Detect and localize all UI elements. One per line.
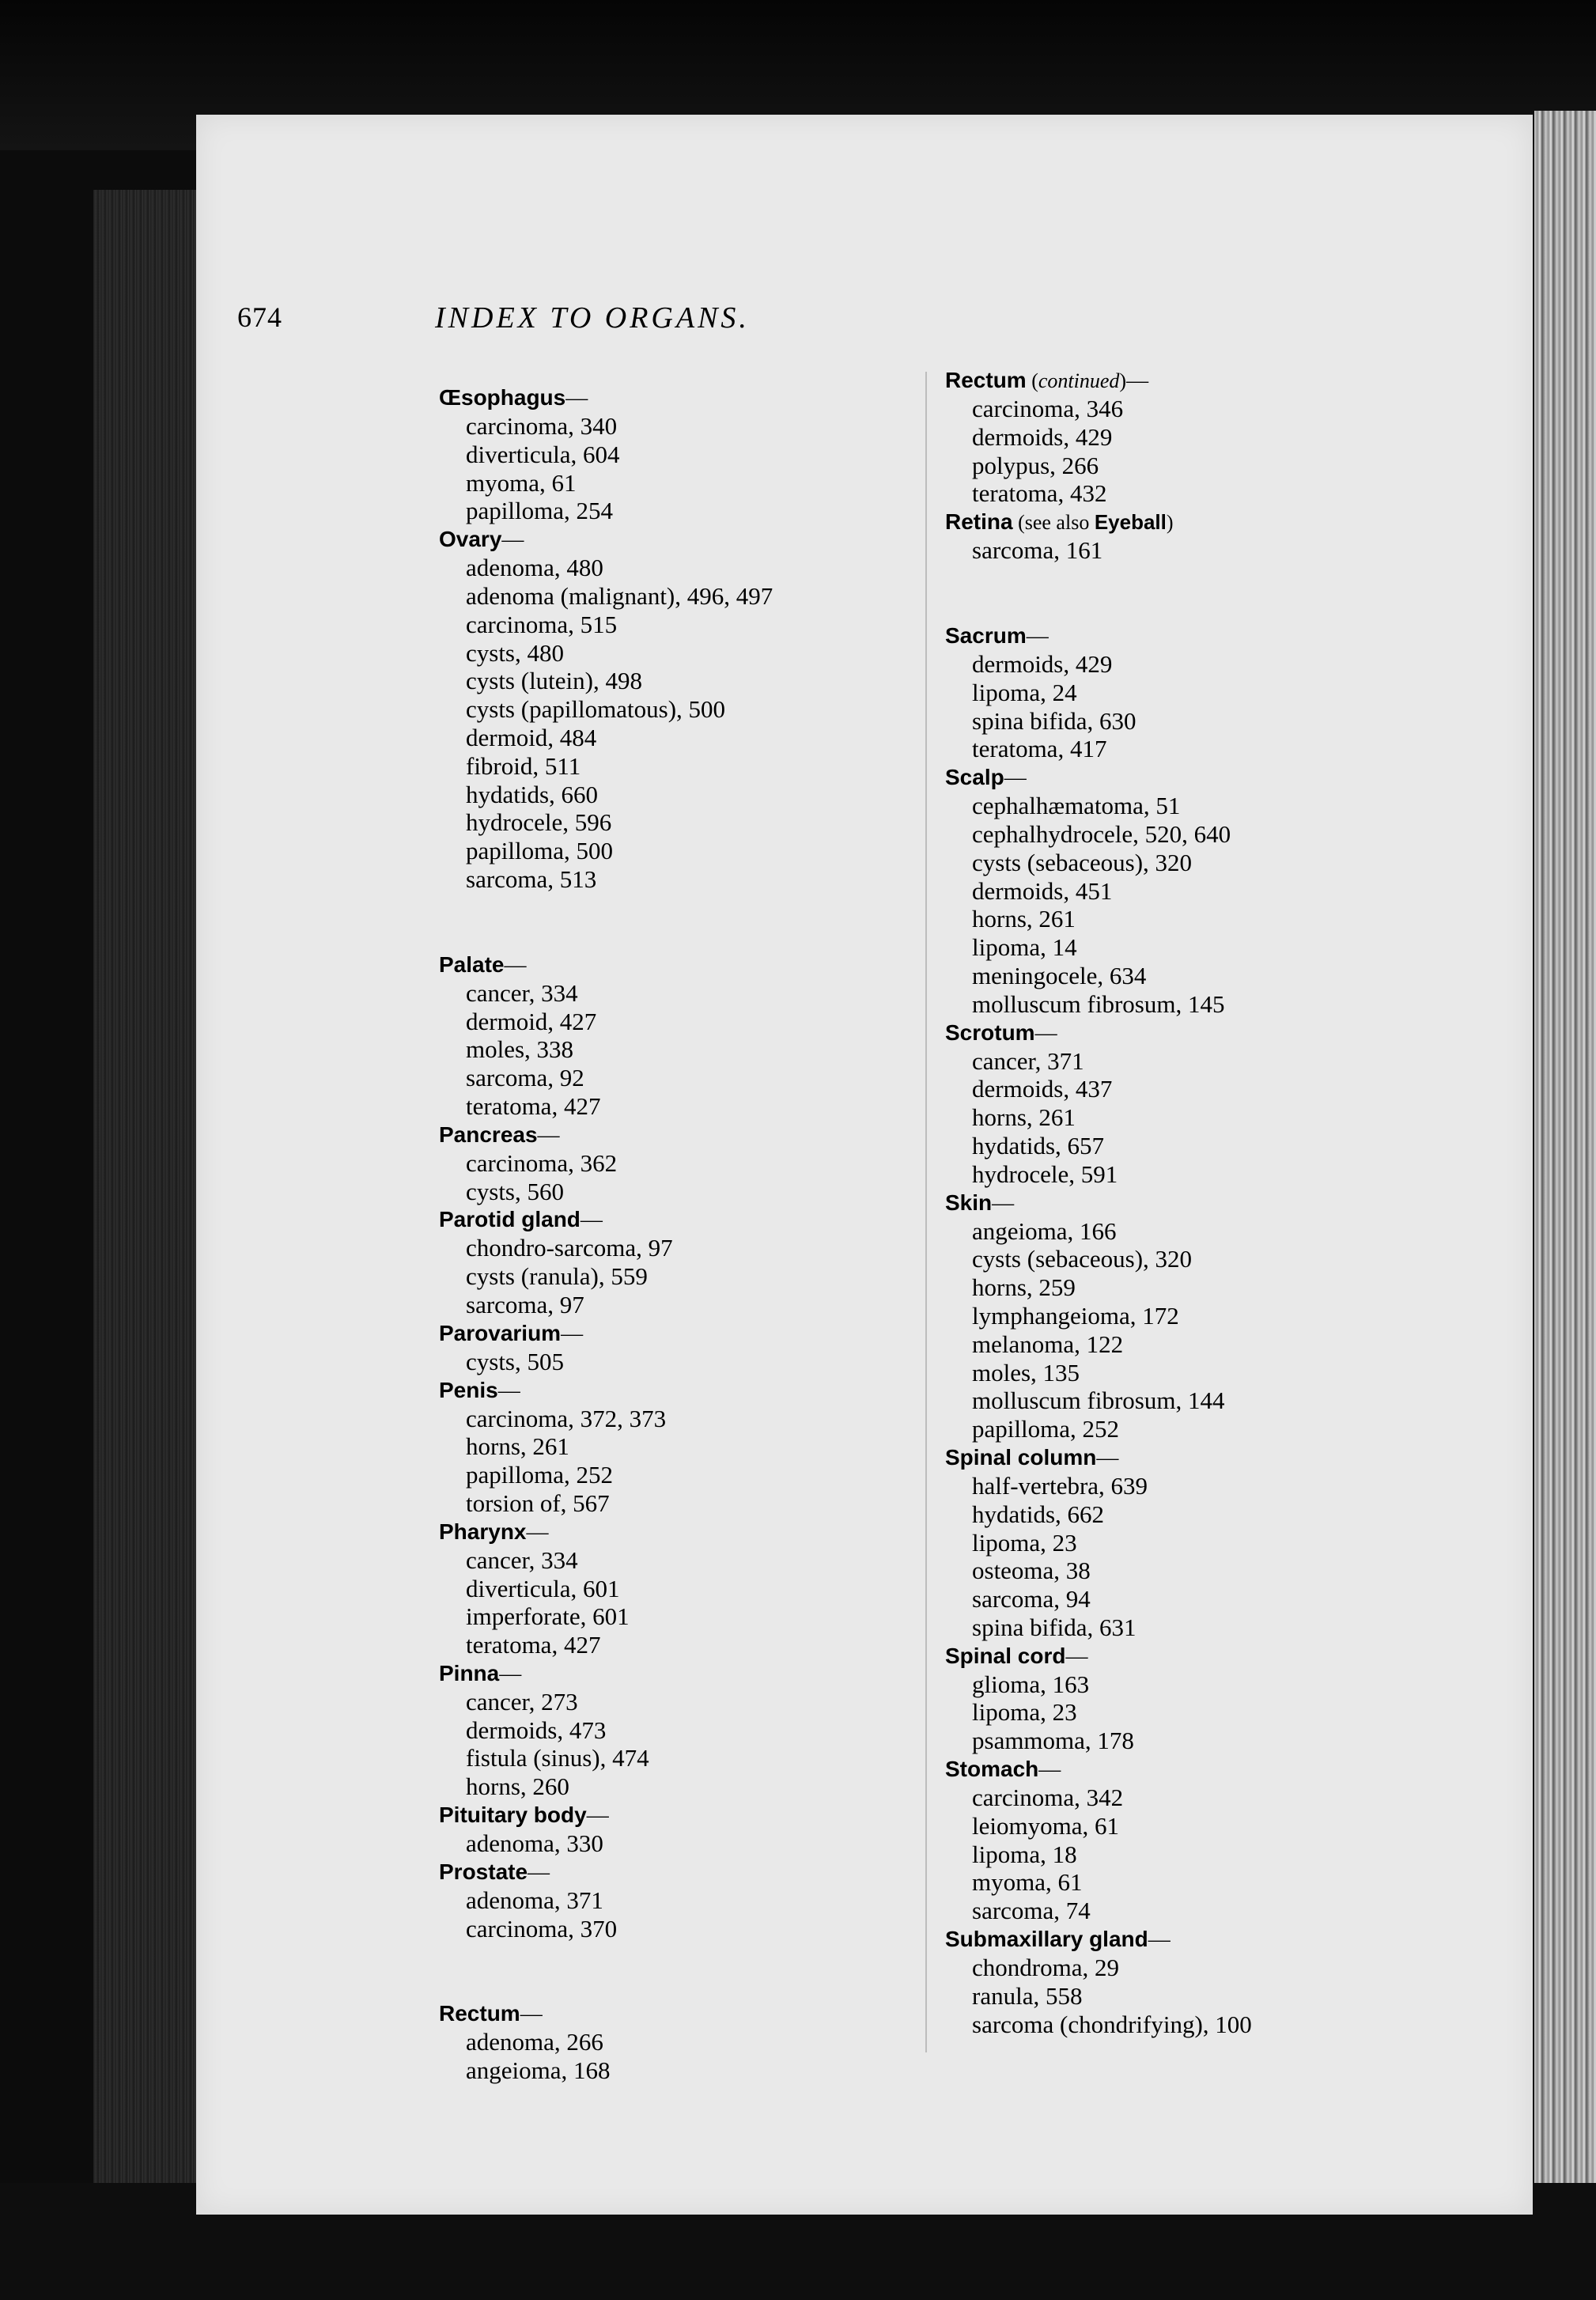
index-heading-text: Rectum bbox=[439, 2001, 520, 2026]
index-subentry: cysts, 560 bbox=[466, 1177, 564, 1205]
running-head bbox=[237, 301, 1147, 340]
running-title: INDEX TO ORGANS. bbox=[435, 301, 750, 335]
index-subentry: sarcoma, 94 bbox=[972, 1585, 1091, 1613]
index-subentry: melanoma, 122 bbox=[972, 1330, 1124, 1358]
index-heading-text: Prostate bbox=[439, 1859, 528, 1884]
index-subentry: dermoids, 437 bbox=[972, 1075, 1113, 1103]
index-entry bbox=[439, 1518, 882, 1659]
index-subentry: papilloma, 254 bbox=[466, 497, 613, 525]
index-subentry: lipoma, 24 bbox=[972, 678, 1077, 706]
index-entry bbox=[439, 525, 882, 894]
heading-dash: — bbox=[561, 1321, 584, 1346]
index-subentry: cephalhydrocele, 520, 640 bbox=[972, 819, 1231, 848]
index-heading bbox=[439, 1801, 882, 1829]
index-subentry: fibroid, 511 bbox=[466, 751, 581, 780]
page-stack-edge bbox=[1534, 111, 1596, 2300]
index-heading bbox=[439, 1319, 882, 1348]
index-subentry: angeioma, 168 bbox=[466, 2056, 611, 2085]
heading-dash: — bbox=[528, 1859, 550, 1885]
index-heading bbox=[945, 763, 1459, 792]
column-divider bbox=[925, 372, 927, 2052]
index-subentry: diverticula, 604 bbox=[466, 440, 620, 468]
index-heading-text: Scalp bbox=[945, 765, 1004, 790]
index-subentry: lipoma, 23 bbox=[972, 1698, 1077, 1727]
index-heading-text: Spinal column bbox=[945, 1444, 1097, 1470]
heading-dash: — bbox=[586, 1803, 609, 1829]
index-subentry: cancer, 334 bbox=[466, 1545, 578, 1574]
index-heading-text: Retina bbox=[945, 509, 1013, 535]
index-subentry: moles, 338 bbox=[466, 1035, 574, 1064]
heading-dash: — bbox=[1038, 1757, 1061, 1783]
index-subentry: carcinoma, 340 bbox=[466, 412, 618, 440]
heading-dash: — bbox=[580, 1208, 603, 1233]
index-heading bbox=[439, 1376, 882, 1405]
heading-dash: — bbox=[1026, 623, 1049, 649]
index-subentry: horns, 260 bbox=[466, 1772, 569, 1801]
index-entry bbox=[945, 508, 1459, 565]
index-heading bbox=[945, 1642, 1459, 1670]
index-subentry: imperforate, 601 bbox=[466, 1602, 630, 1631]
index-subentry: cysts, 480 bbox=[466, 638, 564, 667]
heading-dash: — bbox=[1096, 1445, 1119, 1470]
index-subentry: cancer, 334 bbox=[466, 978, 578, 1007]
index-subentry: sarcoma, 513 bbox=[466, 864, 597, 893]
index-subentry: hydrocele, 591 bbox=[972, 1159, 1118, 1188]
index-subentry: molluscum fibrosum, 145 bbox=[972, 989, 1225, 1018]
heading-dash: — bbox=[1126, 369, 1149, 393]
index-heading bbox=[945, 1443, 1459, 1472]
index-heading bbox=[945, 622, 1459, 650]
index-subentry: lipoma, 23 bbox=[972, 1528, 1077, 1557]
index-heading-note bbox=[1013, 511, 1174, 534]
index-column-right bbox=[945, 366, 1459, 2038]
index-subentry: osteoma, 38 bbox=[972, 1557, 1091, 1585]
index-subentry: dermoids, 429 bbox=[972, 422, 1113, 451]
index-entry bbox=[945, 1642, 1459, 1755]
index-heading bbox=[439, 525, 882, 554]
see-also-prefix: (see also bbox=[1018, 511, 1095, 535]
index-subentry: spina bifida, 631 bbox=[972, 1613, 1136, 1641]
heading-dash: — bbox=[1065, 1644, 1088, 1669]
heading-dash: — bbox=[1148, 1927, 1171, 1953]
index-entry bbox=[945, 366, 1459, 508]
index-subentry: adenoma, 330 bbox=[466, 1829, 603, 1858]
page-number: 674 bbox=[237, 301, 282, 333]
index-heading-text: Skin bbox=[945, 1190, 993, 1215]
heading-dash: — bbox=[1004, 766, 1027, 791]
index-subentry: teratoma, 427 bbox=[466, 1091, 601, 1120]
index-subentry: dermoid, 427 bbox=[466, 1007, 597, 1035]
entry-gap bbox=[439, 1943, 882, 1999]
index-subentry: cysts (lutein), 498 bbox=[466, 667, 642, 695]
index-entry bbox=[945, 1019, 1459, 1189]
index-entry bbox=[439, 1801, 882, 1858]
index-heading bbox=[439, 1858, 882, 1886]
index-subentry: papilloma, 252 bbox=[972, 1415, 1119, 1443]
index-subentry: sarcoma, 92 bbox=[466, 1064, 584, 1092]
entry-gap bbox=[439, 894, 882, 951]
index-subentry: papilloma, 500 bbox=[466, 837, 613, 865]
index-subentry: teratoma, 432 bbox=[972, 479, 1107, 508]
index-subentry: chondroma, 29 bbox=[972, 1954, 1119, 1982]
index-subentry: fistula (sinus), 474 bbox=[466, 1744, 649, 1772]
heading-dash: — bbox=[497, 1378, 520, 1403]
index-heading-text: Palate bbox=[439, 951, 505, 977]
index-subentry: sarcoma, 74 bbox=[972, 1897, 1091, 1925]
index-heading-text: Submaxillary gland bbox=[945, 1927, 1148, 1952]
index-subentry: cancer, 273 bbox=[466, 1687, 578, 1716]
index-subentry: diverticula, 601 bbox=[466, 1574, 620, 1602]
index-subentry: dermoids, 473 bbox=[466, 1716, 607, 1744]
index-subentry: dermoid, 484 bbox=[466, 723, 597, 751]
see-also-reference: Eyeball bbox=[1094, 510, 1167, 535]
index-heading bbox=[945, 366, 1459, 395]
index-subentry: sarcoma, 97 bbox=[466, 1290, 584, 1318]
index-heading bbox=[945, 508, 1459, 536]
index-subentry: carcinoma, 370 bbox=[466, 1914, 618, 1943]
index-subentry: cancer, 371 bbox=[972, 1046, 1084, 1075]
index-heading-text: Ovary bbox=[439, 527, 502, 552]
continued-note: continued bbox=[1038, 369, 1120, 392]
index-heading bbox=[439, 1205, 882, 1234]
heading-dash: — bbox=[499, 1661, 522, 1686]
index-entry bbox=[439, 1858, 882, 1943]
index-subentry: hydatids, 660 bbox=[466, 780, 599, 808]
index-subentry: cysts, 505 bbox=[466, 1347, 564, 1375]
index-heading bbox=[945, 1189, 1459, 1217]
index-entry bbox=[439, 384, 882, 525]
index-subentry: hydrocele, 596 bbox=[466, 808, 612, 837]
heading-dash: — bbox=[537, 1122, 560, 1148]
index-subentry: molluscum fibrosum, 144 bbox=[972, 1386, 1225, 1415]
index-entry bbox=[439, 1376, 882, 1518]
index-heading-text: Rectum bbox=[945, 368, 1027, 392]
index-heading-text: Scrotum bbox=[945, 1019, 1035, 1045]
index-subentry: cysts (sebaceous), 320 bbox=[972, 848, 1193, 876]
index-subentry: leiomyoma, 61 bbox=[972, 1811, 1119, 1840]
book-spine-edge bbox=[93, 190, 204, 2300]
index-subentry: angeioma, 166 bbox=[972, 1216, 1117, 1245]
index-subentry: psammoma, 178 bbox=[972, 1727, 1134, 1755]
index-subentry: spina bifida, 630 bbox=[972, 706, 1136, 735]
index-heading-text: Sacrum bbox=[945, 622, 1027, 648]
index-heading bbox=[439, 1659, 882, 1688]
index-heading bbox=[945, 1755, 1459, 1784]
index-entry bbox=[945, 1189, 1459, 1443]
index-subentry: meningocele, 634 bbox=[972, 961, 1147, 989]
index-subentry: lymphangeioma, 172 bbox=[972, 1301, 1179, 1330]
index-entry bbox=[439, 1999, 882, 2085]
index-column-left bbox=[439, 384, 882, 2085]
index-subentry: carcinoma, 362 bbox=[466, 1148, 618, 1177]
index-heading-text: Œsophagus bbox=[439, 385, 566, 410]
index-subentry: teratoma, 427 bbox=[466, 1631, 601, 1659]
heading-dash: — bbox=[520, 2002, 543, 2027]
heading-dash: — bbox=[565, 386, 588, 410]
index-entry bbox=[439, 1659, 882, 1801]
index-subentry: cysts (ranula), 559 bbox=[466, 1262, 648, 1291]
index-subentry: carcinoma, 342 bbox=[972, 1784, 1124, 1812]
index-subentry: adenoma (malignant), 496, 497 bbox=[466, 581, 773, 610]
heading-dash: — bbox=[1034, 1020, 1057, 1046]
index-subentry: glioma, 163 bbox=[972, 1670, 1090, 1698]
index-heading bbox=[439, 951, 882, 979]
index-heading-note: (continued) bbox=[1026, 369, 1127, 392]
index-subentry: myoma, 61 bbox=[972, 1868, 1083, 1897]
index-entry bbox=[945, 763, 1459, 1018]
index-entry bbox=[945, 1755, 1459, 1925]
index-subentry: moles, 135 bbox=[972, 1358, 1080, 1386]
heading-dash: — bbox=[501, 528, 524, 553]
index-heading bbox=[439, 384, 882, 412]
index-subentry: ranula, 558 bbox=[972, 1981, 1083, 2010]
index-subentry: hydatids, 657 bbox=[972, 1131, 1105, 1159]
index-heading bbox=[439, 1999, 882, 2028]
index-heading-text: Penis bbox=[439, 1377, 498, 1402]
index-subentry: sarcoma, 161 bbox=[972, 536, 1103, 565]
index-heading-text: Pituitary body bbox=[439, 1803, 587, 1828]
index-heading-text: Parotid gland bbox=[439, 1207, 581, 1232]
index-heading bbox=[439, 1121, 882, 1149]
index-heading-text: Spinal cord bbox=[945, 1643, 1066, 1668]
index-heading-text: Stomach bbox=[945, 1757, 1039, 1782]
index-entry bbox=[439, 1319, 882, 1376]
index-heading-text: Pinna bbox=[439, 1660, 500, 1685]
index-entry bbox=[945, 1443, 1459, 1642]
see-also-suffix: ) bbox=[1166, 511, 1174, 535]
index-entry bbox=[945, 622, 1459, 763]
index-subentry: horns, 261 bbox=[972, 1103, 1076, 1132]
index-subentry: adenoma, 371 bbox=[466, 1886, 603, 1914]
index-subentry: adenoma, 480 bbox=[466, 554, 603, 582]
index-heading bbox=[945, 1925, 1459, 1954]
index-entry bbox=[439, 1121, 882, 1206]
index-heading-text: Pancreas bbox=[439, 1122, 538, 1147]
index-subentry: lipoma, 18 bbox=[972, 1840, 1077, 1868]
index-subentry: chondro-sarcoma, 97 bbox=[466, 1234, 673, 1262]
index-subentry: cysts (papillomatous), 500 bbox=[466, 695, 726, 724]
index-subentry: carcinoma, 346 bbox=[972, 395, 1124, 422]
index-subentry: teratoma, 417 bbox=[972, 735, 1107, 763]
index-subentry: adenoma, 266 bbox=[466, 2028, 603, 2056]
index-heading bbox=[945, 1019, 1459, 1047]
index-subentry: half-vertebra, 639 bbox=[972, 1471, 1148, 1500]
index-subentry: cysts (sebaceous), 320 bbox=[972, 1245, 1193, 1273]
index-subentry: horns, 261 bbox=[466, 1432, 569, 1461]
index-heading-text: Pharynx bbox=[439, 1519, 527, 1544]
index-subentry: horns, 259 bbox=[972, 1273, 1076, 1302]
index-entry bbox=[945, 1925, 1459, 2038]
index-subentry: hydatids, 662 bbox=[972, 1500, 1105, 1528]
index-subentry: myoma, 61 bbox=[466, 468, 577, 497]
heading-dash: — bbox=[504, 952, 527, 978]
index-entry bbox=[439, 951, 882, 1121]
index-subentry: horns, 261 bbox=[972, 905, 1076, 933]
index-entry bbox=[439, 1205, 882, 1318]
index-subentry: carcinoma, 515 bbox=[466, 610, 618, 638]
index-subentry: sarcoma (chondrifying), 100 bbox=[972, 2010, 1252, 2038]
heading-dash: — bbox=[992, 1190, 1015, 1216]
index-subentry: torsion of, 567 bbox=[466, 1489, 610, 1517]
index-subentry: polypus, 266 bbox=[972, 451, 1099, 479]
index-heading bbox=[439, 1518, 882, 1546]
index-subentry: dermoids, 429 bbox=[972, 649, 1113, 678]
index-heading-text: Parovarium bbox=[439, 1320, 562, 1345]
index-subentry: dermoids, 451 bbox=[972, 876, 1113, 905]
index-subentry: papilloma, 252 bbox=[466, 1461, 613, 1489]
index-subentry: lipoma, 14 bbox=[972, 933, 1077, 962]
index-subentry: cephalhæmatoma, 51 bbox=[972, 792, 1181, 820]
heading-dash: — bbox=[526, 1519, 549, 1545]
index-subentry: carcinoma, 372, 373 bbox=[466, 1404, 667, 1432]
entry-gap bbox=[945, 565, 1459, 622]
